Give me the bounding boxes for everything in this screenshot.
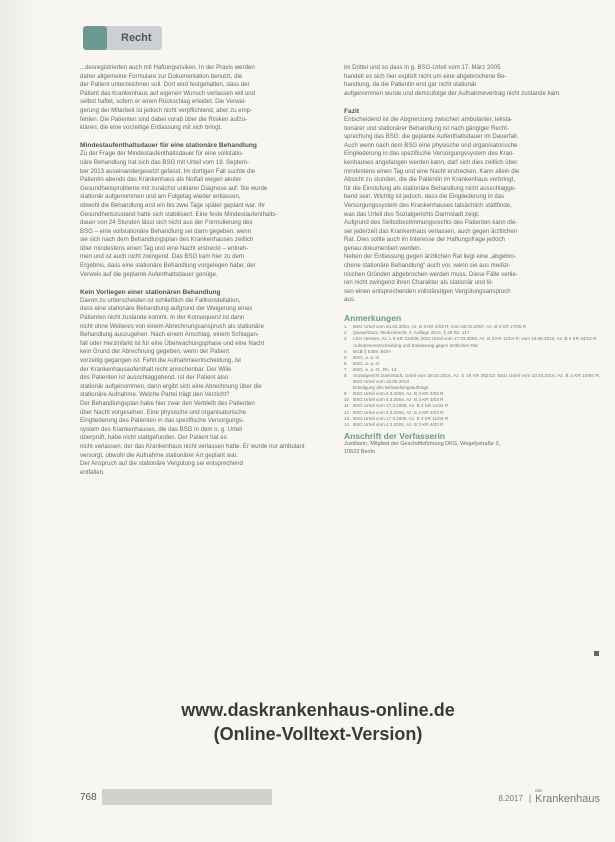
section-heading-keine-stationaere: Kein Vorliegen einer stationären Behandlung: [80, 288, 221, 296]
section-fazit-body: [344, 116, 600, 305]
note-item: 6 BSG, a. a. O.: [344, 360, 381, 366]
text-line: aus.: [344, 296, 356, 304]
text-line: sen einen entsprechenden vollständigen Vergütungsanspruch: [344, 287, 511, 295]
text-line: Patientin abends das Krankenhaus als Notfall wegen akuter: [80, 176, 242, 184]
text-line: nischen Gründen abgebrochen werden muss. Diese Fälle verlie-: [344, 270, 518, 278]
page-number: 768: [80, 792, 97, 803]
promo-url[interactable]: www.daskrankenhaus-online.de: [181, 700, 455, 720]
text-line: der Krankenhausaufenthalt nicht anrechenbar. Der Wille: [80, 365, 232, 373]
text-line: Gesundheitsprobleme mit zunächst unklarer Diagnose auf. Sie wurde: [80, 184, 268, 192]
text-line: Zu der Frage der Mindestaufenthaltsdauer für eine vollstatio-: [80, 150, 244, 158]
section-heading-mindestaufenthalt: Mindestaufenthaltsdauer für eine stationäre Behandlung: [80, 142, 257, 150]
text-line: Der Behandlungsplan habe hier zwar den Verbleib des Patienten: [80, 399, 255, 407]
footer-band: [102, 789, 272, 805]
text-line: Auch wenn nach dem BSG eine physische und organisatorische: [344, 141, 518, 149]
footer-separator: |: [528, 793, 532, 803]
left-column: [80, 64, 324, 477]
text-line: überprüft, habe nicht stattgefunden. Der Patient hat es: [80, 434, 227, 442]
author-address: [344, 441, 600, 456]
text-line: stationär aufgenommen, dann ergibt sich eine Abrechnung über die: [80, 382, 262, 390]
promo-subtitle: (Online-Volltext-Version): [213, 724, 423, 744]
author-address-heading: Anschrift der Verfasserin: [344, 430, 446, 441]
text-line: sie sich nach dem Behandlungsplan des Krankenhauses zeitlich: [80, 236, 254, 244]
section-heading-fazit: Fazit: [344, 107, 360, 115]
text-line: Rat. Dies sollte auch im Interesse der Haftungsfrage jedoch: [344, 236, 505, 244]
notes-list: [344, 324, 600, 428]
text-line: Versorgungssystem des Krankenhauses tatsächlich stattfinde,: [344, 201, 512, 209]
text-line: Gesundheitszustand hatte sich stabilisiert. Eine feste Mindestaufenthalts-: [80, 210, 278, 218]
text-line: des Patienten ist ausschlaggebend. Ist der Patient also: [80, 374, 229, 382]
text-line: handelt es sich hier explizit nicht um eine abgebrochene Be-: [344, 72, 507, 80]
text-line: ber 2013 auseinandergesetzt gefasst. Im dortigen Fall suchte die: [80, 167, 256, 175]
text-line: Eingliederung des Patienten in das spezifische Versorgungs-: [80, 417, 244, 425]
section-mindestaufenthalt-body: [80, 150, 324, 279]
text-line: Behandlung auszugehen. Nach einem Anschlag, einem Schlagan-: [80, 331, 259, 339]
section-color-square: [83, 26, 107, 50]
text-line: obwohl die Behandlung erst ein bis zwei Tage später geplant war. Ihr: [80, 201, 266, 209]
text-line: für die Einstufung als stationäre Behandlung nicht ausschlagge-: [344, 184, 517, 192]
text-line: selbst haftet, sofern er einen Rückschlag erleidet. Die Verwei-: [80, 98, 247, 106]
note-item: 7 BSG, a. a. O., Rn. 12: [344, 366, 397, 372]
note-item: 4 BGB § 630e; BGH: [344, 348, 391, 354]
text-line: über mindestens einen Tag und eine Nacht erstreckt – entneh-: [80, 244, 249, 252]
text-line: fehlen. Die Patienten sind dabei vorab über die Risiken aufzu-: [80, 115, 248, 123]
text-line: tionärer und stationärer Behandlung ist nach gängiger Recht-: [344, 124, 509, 132]
text-line: näre Behandlung hat sich das BSG mit Urteil vom 19. Septem-: [80, 158, 250, 166]
text-line: kein Grund der Abrechnung gegeben, wenn der Patient: [80, 348, 230, 356]
text-line: Patienten nicht zustande kommt. In der Konsequenz ist dann: [80, 314, 245, 322]
note-item: Erledigung des Behandlungsauftrags: [353, 385, 429, 391]
text-line: aufgenommen wurde und demzufolge der Aufnahmevertrag nicht zustande kam.: [344, 89, 561, 97]
text-line: vorzeitig gegangen ist. Fehlt die Aufnahmeentscheidung, ist: [80, 357, 241, 364]
note-item: 14 BSG Urteil vom 4.3.2004, Az. B 3 KR 4/03 R: [344, 421, 444, 427]
note-item: 13 BSG Urteil vom 17.3.2005, Az. B 3 KR 11/04 R: [344, 415, 449, 421]
text-line: stationäre Aufnahme. Welche Partei trägt den Verzicht?: [80, 391, 230, 399]
text-line: klären, die eine vorzeitige Entlassung mit sich bringt.: [80, 124, 222, 132]
note-item: 8 Sozialgericht Darmstadt, Urteil vom 28.02.2014, Az. S 18 KR 352/12; BSG Urteil vom 10.03.2010, Az. B 3 KR 15/08 R; BSG Urteil vom 19.09.2013: [344, 372, 600, 385]
page-header: [83, 26, 162, 50]
text-line: Neben der Entlassung gegen ärztlichen Rat liegt eine „abgebro-: [344, 253, 517, 261]
article-end-square: [594, 651, 599, 656]
text-line: kenhauses angefangen werden kann, darf sich dies zeitlich über: [344, 158, 518, 166]
text-line: über Nacht vorgesehen. Eine physische und organisatorische: [80, 408, 246, 416]
text-line: nicht ohne Weiteres von einem Abrechnungsanspruch als stationäre: [80, 322, 264, 330]
section-keine-stationaere-body: [80, 297, 324, 477]
section-tag: [83, 26, 162, 50]
page-footer: [80, 786, 600, 808]
text-line: handlung, da die Patientin erst gar nicht stationär: [344, 81, 477, 89]
text-line: was das Urteil des Sozialgerichts Darmstadt zeigt.: [344, 210, 480, 218]
note-item: 11 BSG Urteil vom 17.3.2005, Az. B 3 KR 11/04 R: [344, 403, 449, 409]
text-line: chene stationäre Behandlung“ auch vor, wenn sie aus medizi-: [344, 262, 511, 270]
note-item: 9 BSG Urteil vom 4.3.2004, Az. B 3 KR 4/03 R: [344, 391, 444, 397]
text-line: Justitiarin, Mitglied der Geschäftsführung DKG, Wegelystraße 3,: [344, 441, 501, 448]
text-line: gerung der Mitarbeit ist jedoch nicht verpflichtend, aber zu emp-: [80, 106, 253, 114]
text-line: men und ist auch nicht zwingend. Das BSG kam hier zu dem: [80, 253, 244, 261]
text-line: mindestens einen Tag und eine Nacht erstrecken. Kann allein die: [344, 167, 520, 175]
text-line: Ergebnis, dass eine stationäre Behandlung vorgelegen habe; der: [80, 262, 256, 270]
text-line: Davon zu unterscheiden ist schließlich die Fallkonstellation,: [80, 296, 241, 304]
note-item: 2 Quaas/Zuck, Medizinrecht, 3. Auflage 2014, § 25 Rn. 117: [344, 330, 470, 336]
note-item: Aufnahmeentscheidung und Entlassung gegen ärztlichen Rat: [353, 342, 478, 348]
text-line: Absicht zu stunden, die die Patientin im Krankenhaus verbringt,: [344, 176, 516, 184]
text-line: Patient das Krankenhaus auf eigenen Wunsch verlassen will und: [80, 89, 256, 97]
scan-shadow-edge: [0, 0, 44, 842]
text-line: nicht verlassen, der das Krankenhaus nicht verlassen hatte. Er wurde nur ambulant: [80, 442, 305, 450]
text-line: Entscheidend ist die Abgrenzung zwischen ambulanter, teilsta-: [344, 115, 513, 123]
text-line: BSG – eine vollstationäre Behandlung sei dann gegeben, wenn: [80, 227, 252, 235]
text-line: Aufgrund des Selbstbestimmungsrechts des Patienten kann die-: [344, 219, 518, 227]
text-line: genau dokumentiert werden.: [344, 244, 422, 252]
text-line: bend sein. Wichtig ist jedoch, dass die Eingliederung in das: [344, 193, 505, 201]
note-item: 3 LSG Hessen, Az. L 8 KR 334/09; BSG Urteil vom 17.03.2005, Az. B 3 KR 11/04 R; vom 19.09.2013, Az. B 3 KR 34/12 R: [344, 336, 597, 342]
text-line: ...desregistrierten auch mit Haftungsrisiken. In der Praxis werden: [80, 64, 255, 71]
text-line: sprechung das BSG: die geplante Aufenthaltsdauer im Dauerfall.: [344, 133, 519, 141]
text-line: Der Anspruch auf die stationäre Vergütung sei entsprechend: [80, 460, 243, 468]
right-column: [344, 64, 600, 456]
text-line: der Patient unterzeichnen soll. Dort wird festgehalten, dass der: [80, 81, 250, 89]
note-item: 10 BSG Urteil vom 4.3.2004, Az. B 3 KR 4/03 R: [344, 397, 444, 403]
text-line: ser jederzeit das Krankenhaus verlassen, auch gegen ärztlichen: [344, 227, 518, 235]
left-intro: [80, 64, 324, 133]
text-line: system des Krankenhauses, die das BSG in dem o. g. Urteil: [80, 425, 242, 433]
text-line: ren nicht zwingend ihren Charakter als stationär und lö-: [344, 279, 494, 287]
text-line: 10623 Berlin: [344, 448, 375, 455]
text-line: entfallen.: [80, 468, 105, 476]
notes-heading: Anmerkungen: [344, 312, 402, 323]
text-line: dass eine stationäre Behandlung aufgrund der Weigerung eines: [80, 305, 253, 313]
promo-block: [108, 698, 528, 746]
text-line: Eingliederung in das spezifische Versorgungssystem des Kran-: [344, 150, 515, 158]
text-line: Verweis auf die geplante Aufenthaltsdauer genüge.: [80, 270, 218, 278]
right-intro: [344, 64, 600, 98]
text-line: daher allgemeine Formulare zur Dokumentation benutzt, die: [80, 72, 243, 80]
text-line: im Drittel und so dass in g. BSG-Urteil vom 17. März 2005: [344, 64, 501, 71]
note-item: 5 BSG, a. a. O.: [344, 354, 381, 360]
footer-right: [498, 788, 600, 805]
magazine-logo-name: Krankenhaus: [535, 793, 600, 805]
text-line: stationär aufgenommen und am Folgetag wieder entlassen,: [80, 193, 241, 201]
section-label: Recht: [121, 32, 152, 44]
text-line: dauer von 24 Stunden lässt sich nicht aus der Formulierung des: [80, 219, 253, 227]
magazine-logo-small: das: [535, 788, 543, 793]
issue-number: 8.2017: [498, 794, 523, 803]
note-item: 12 BSG Urteil vom 4.3.2004, Az. B 3 KR 4/03 R: [344, 409, 444, 415]
note-item: 1 BSG Urteil vom 04.03.2004, Az. B 3 KR 4/03 R; vom 28.02.2007, Az. B 3 KR 17/06 R: [344, 324, 527, 330]
text-line: fall oder Herzinfarkt ist für eine Überwachungsphase und eine Nacht: [80, 339, 265, 347]
text-line: versorgt, obwohl die Aufnahme stationärer Art geplant war.: [80, 451, 238, 459]
magazine-logo: [535, 788, 600, 805]
